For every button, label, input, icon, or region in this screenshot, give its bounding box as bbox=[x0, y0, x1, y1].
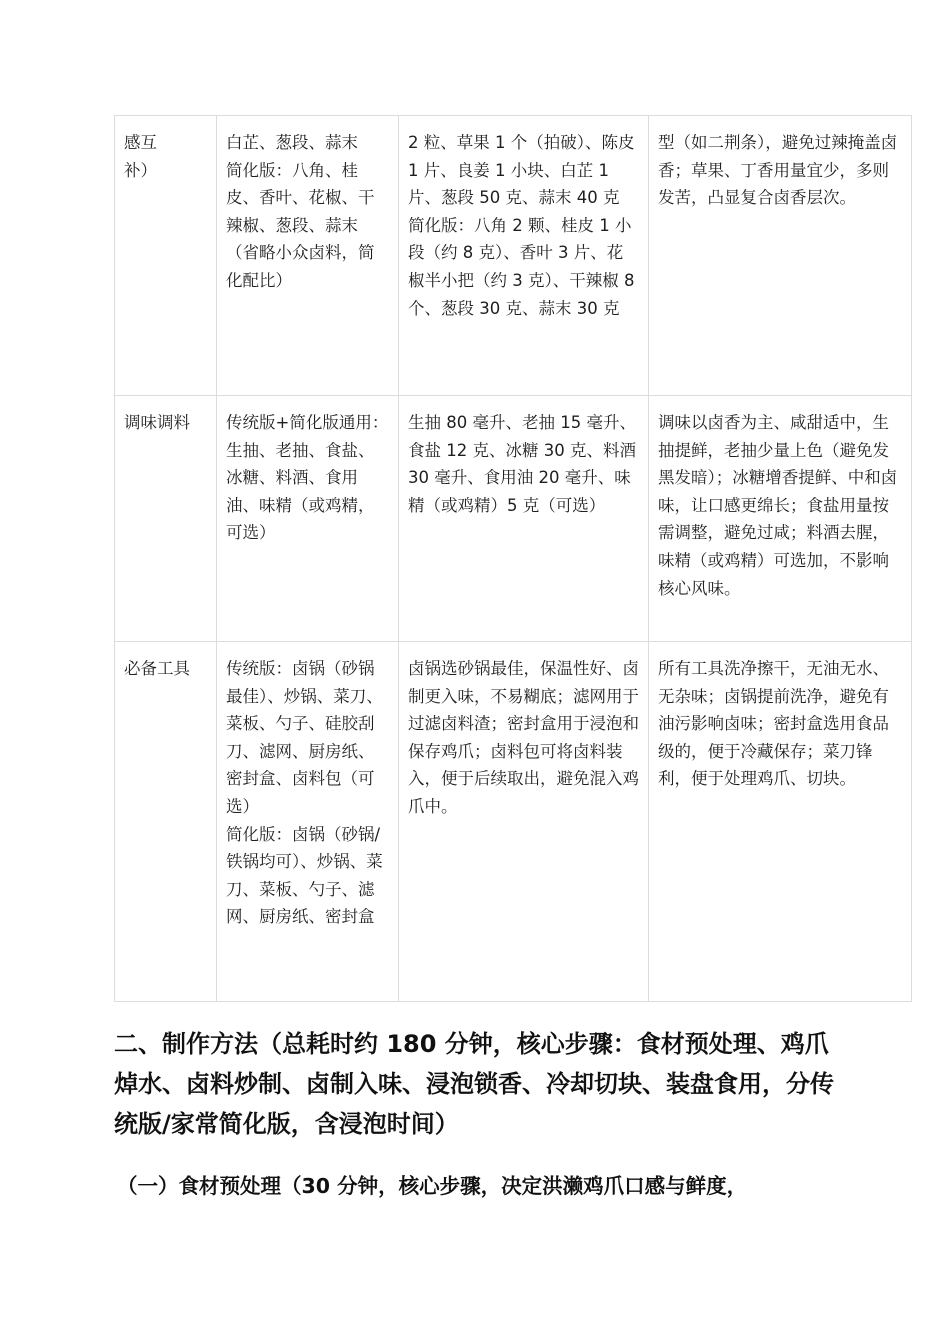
table-cell-category: 感互 补） bbox=[115, 116, 217, 396]
table-cell-ingredients: 传统版：卤锅（砂锅最佳）、炒锅、菜刀、菜板、勺子、硅胶刮刀、滤网、厨房纸、密封盒、卤料包（可选） 简化版：卤锅（砂锅/铁锅均可）、炒锅、菜刀、菜板、勺子、滤网、厨房纸、密封盒 bbox=[217, 642, 399, 1002]
table-cell-category: 调味调料 bbox=[115, 396, 217, 642]
table-cell-amounts: 2 粒、草果 1 个（拍破）、陈皮 1 片、良姜 1 小块、白芷 1 片、葱段 50 克、蒜末 40 克 简化版：八角 2 颗、桂皮 1 小段（约 8 克）、香叶 3 片、花椒半小把（约 3 克）、干辣椒 8 个、葱段 30 克、蒜末 30 克 bbox=[399, 116, 649, 396]
table-cell-category: 必备工具 bbox=[115, 642, 217, 1002]
table-row bbox=[115, 116, 912, 396]
table-cell-amounts: 卤锅选砂锅最佳，保温性好、卤制更入味，不易糊底；滤网用于过滤卤料渣；密封盒用于浸泡和保存鸡爪；卤料包可将卤料装入，便于后续取出，避免混入鸡爪中。 bbox=[399, 642, 649, 1002]
table-cell-notes: 型（如二荆条），避免过辣掩盖卤香；草果、丁香用量宜少，多则发苦，凸显复合卤香层次。 bbox=[649, 116, 912, 396]
table-cell-ingredients: 白芷、葱段、蒜末 简化版：八角、桂皮、香叶、花椒、干辣椒、葱段、蒜末（省略小众卤料，简化配比） bbox=[217, 116, 399, 396]
recipe-table bbox=[114, 115, 912, 1002]
table-cell-ingredients: 传统版+简化版通用：生抽、老抽、食盐、冰糖、料酒、食用油、味精（或鸡精，可选） bbox=[217, 396, 399, 642]
section-heading: 二、制作方法（总耗时约 180 分钟，核心步骤：食材预处理、鸡爪焯水、卤料炒制、卤制入味、浸泡锁香、冷却切块、装盘食用，分传统版/家常简化版，含浸泡时间） bbox=[114, 1030, 834, 1138]
table-cell-notes: 调味以卤香为主、咸甜适中，生抽提鲜，老抽少量上色（避免发黑发暗）；冰糖增香提鲜、中和卤味，让口感更绵长；食盐用量按需调整，避免过咸；料酒去腥，味精（或鸡精）可选加，不影响核心风味。 bbox=[649, 396, 912, 642]
table-cell-amounts: 生抽 80 毫升、老抽 15 毫升、食盐 12 克、冰糖 30 克、料酒 30 毫升、食用油 20 毫升、味精（或鸡精）5 克（可选） bbox=[399, 396, 649, 642]
table-row bbox=[115, 642, 912, 1002]
subsection-heading: （一）食材预处理（30 分钟，核心步骤，决定洪濑鸡爪口感与鲜度， bbox=[117, 1174, 748, 1198]
table-cell-notes: 所有工具洗净擦干，无油无水、无杂味；卤锅提前洗净，避免有油污影响卤味；密封盒选用食品级的，便于冷藏保存；菜刀锋利，便于处理鸡爪、切块。 bbox=[649, 642, 912, 1002]
table-row bbox=[115, 396, 912, 642]
